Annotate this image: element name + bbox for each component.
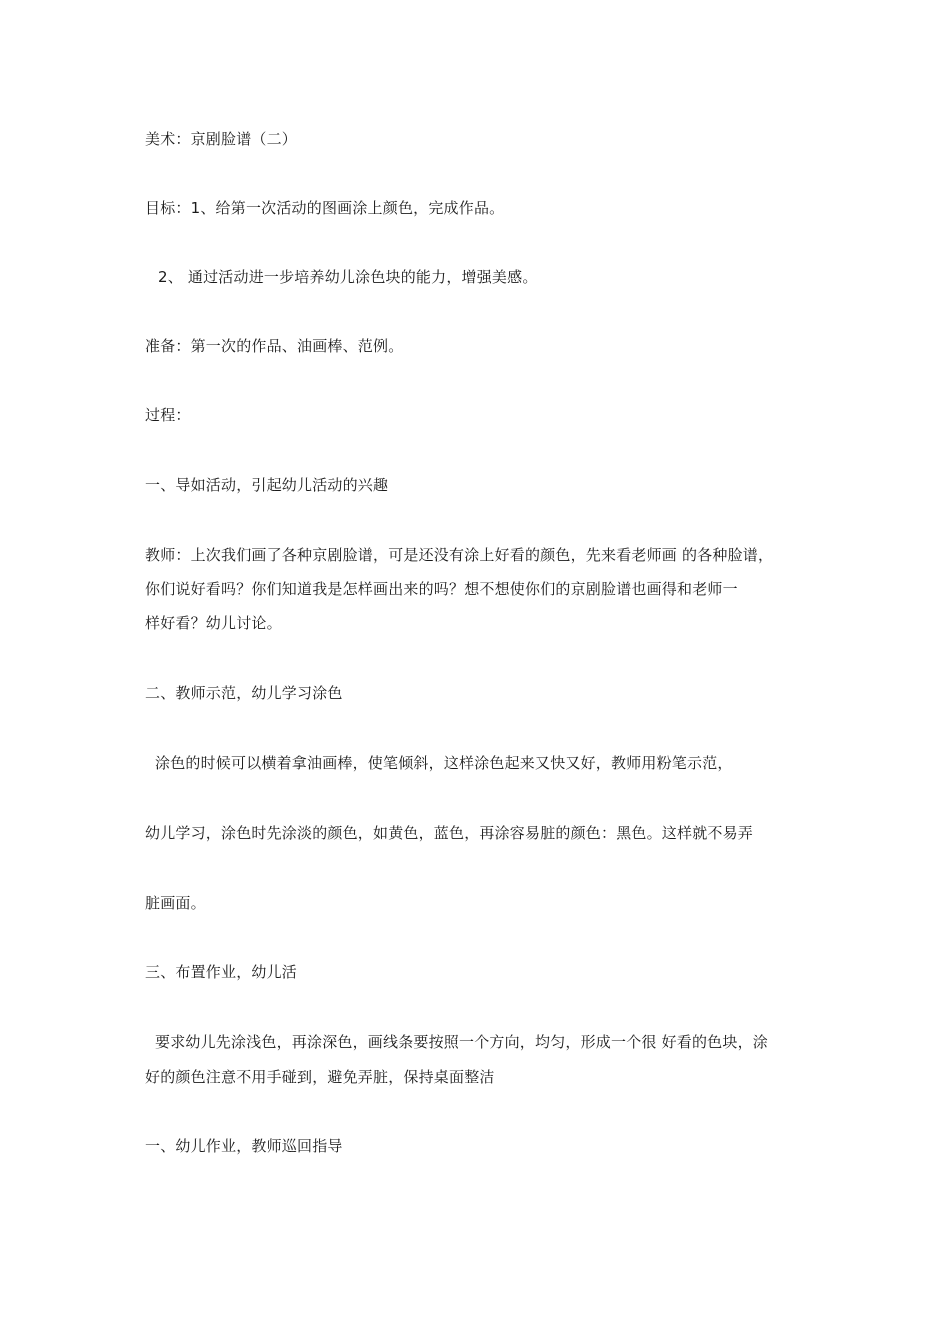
- goal-2: 2、 通过活动进一步培养幼儿涂色块的能力，增强美感。: [158, 268, 538, 286]
- step-1-heading: 一、导如活动，引起幼儿活动的兴趣: [145, 476, 389, 494]
- step-1-paragraph-line: 你们说好看吗？你们知道我是怎样画出来的吗？想不想使你们的京剧脸谱也画得和老师一: [145, 580, 738, 598]
- process-heading: 过程：: [145, 406, 191, 424]
- step-3-paragraph-line: 要求幼儿先涂浅色，再涂深色，画线条要按照一个方向，均匀，形成一个很 好看的色块，涂: [155, 1033, 768, 1051]
- step-2-paragraph-line: 脏画面。: [145, 894, 206, 912]
- document-title: 美术：京剧脸谱（二）: [145, 130, 298, 148]
- step-3-paragraph-line: 好的颜色注意不用手碰到，避免弄脏，保持桌面整洁: [145, 1068, 495, 1086]
- step-1-paragraph-line: 教师：上次我们画了各种京剧脸谱，可是还没有涂上好看的颜色，先来看老师画 的各种脸谱，: [145, 546, 774, 564]
- step-2-paragraph-line: 幼儿学习，涂色时先涂淡的颜色，如黄色，蓝色，再涂容易脏的颜色：黑色。这样就不易弄: [145, 824, 754, 842]
- preparation: 准备：第一次的作品、油画棒、范例。: [145, 337, 404, 355]
- step-1-paragraph-line: 样好看？幼儿讨论。: [145, 614, 282, 632]
- step-2-paragraph-line: 涂色的时候可以横着拿油画棒，使笔倾斜，这样涂色起来又快又好，教师用粉笔示范，: [155, 754, 733, 772]
- goal-1: 目标：1、给第一次活动的图画涂上颜色，完成作品。: [145, 199, 505, 217]
- step-2-heading: 二、教师示范，幼儿学习涂色: [145, 684, 343, 702]
- step-3-heading: 三、布置作业，幼儿活: [145, 963, 298, 981]
- step-4-heading: 一、幼儿作业，教师巡回指导: [145, 1137, 343, 1155]
